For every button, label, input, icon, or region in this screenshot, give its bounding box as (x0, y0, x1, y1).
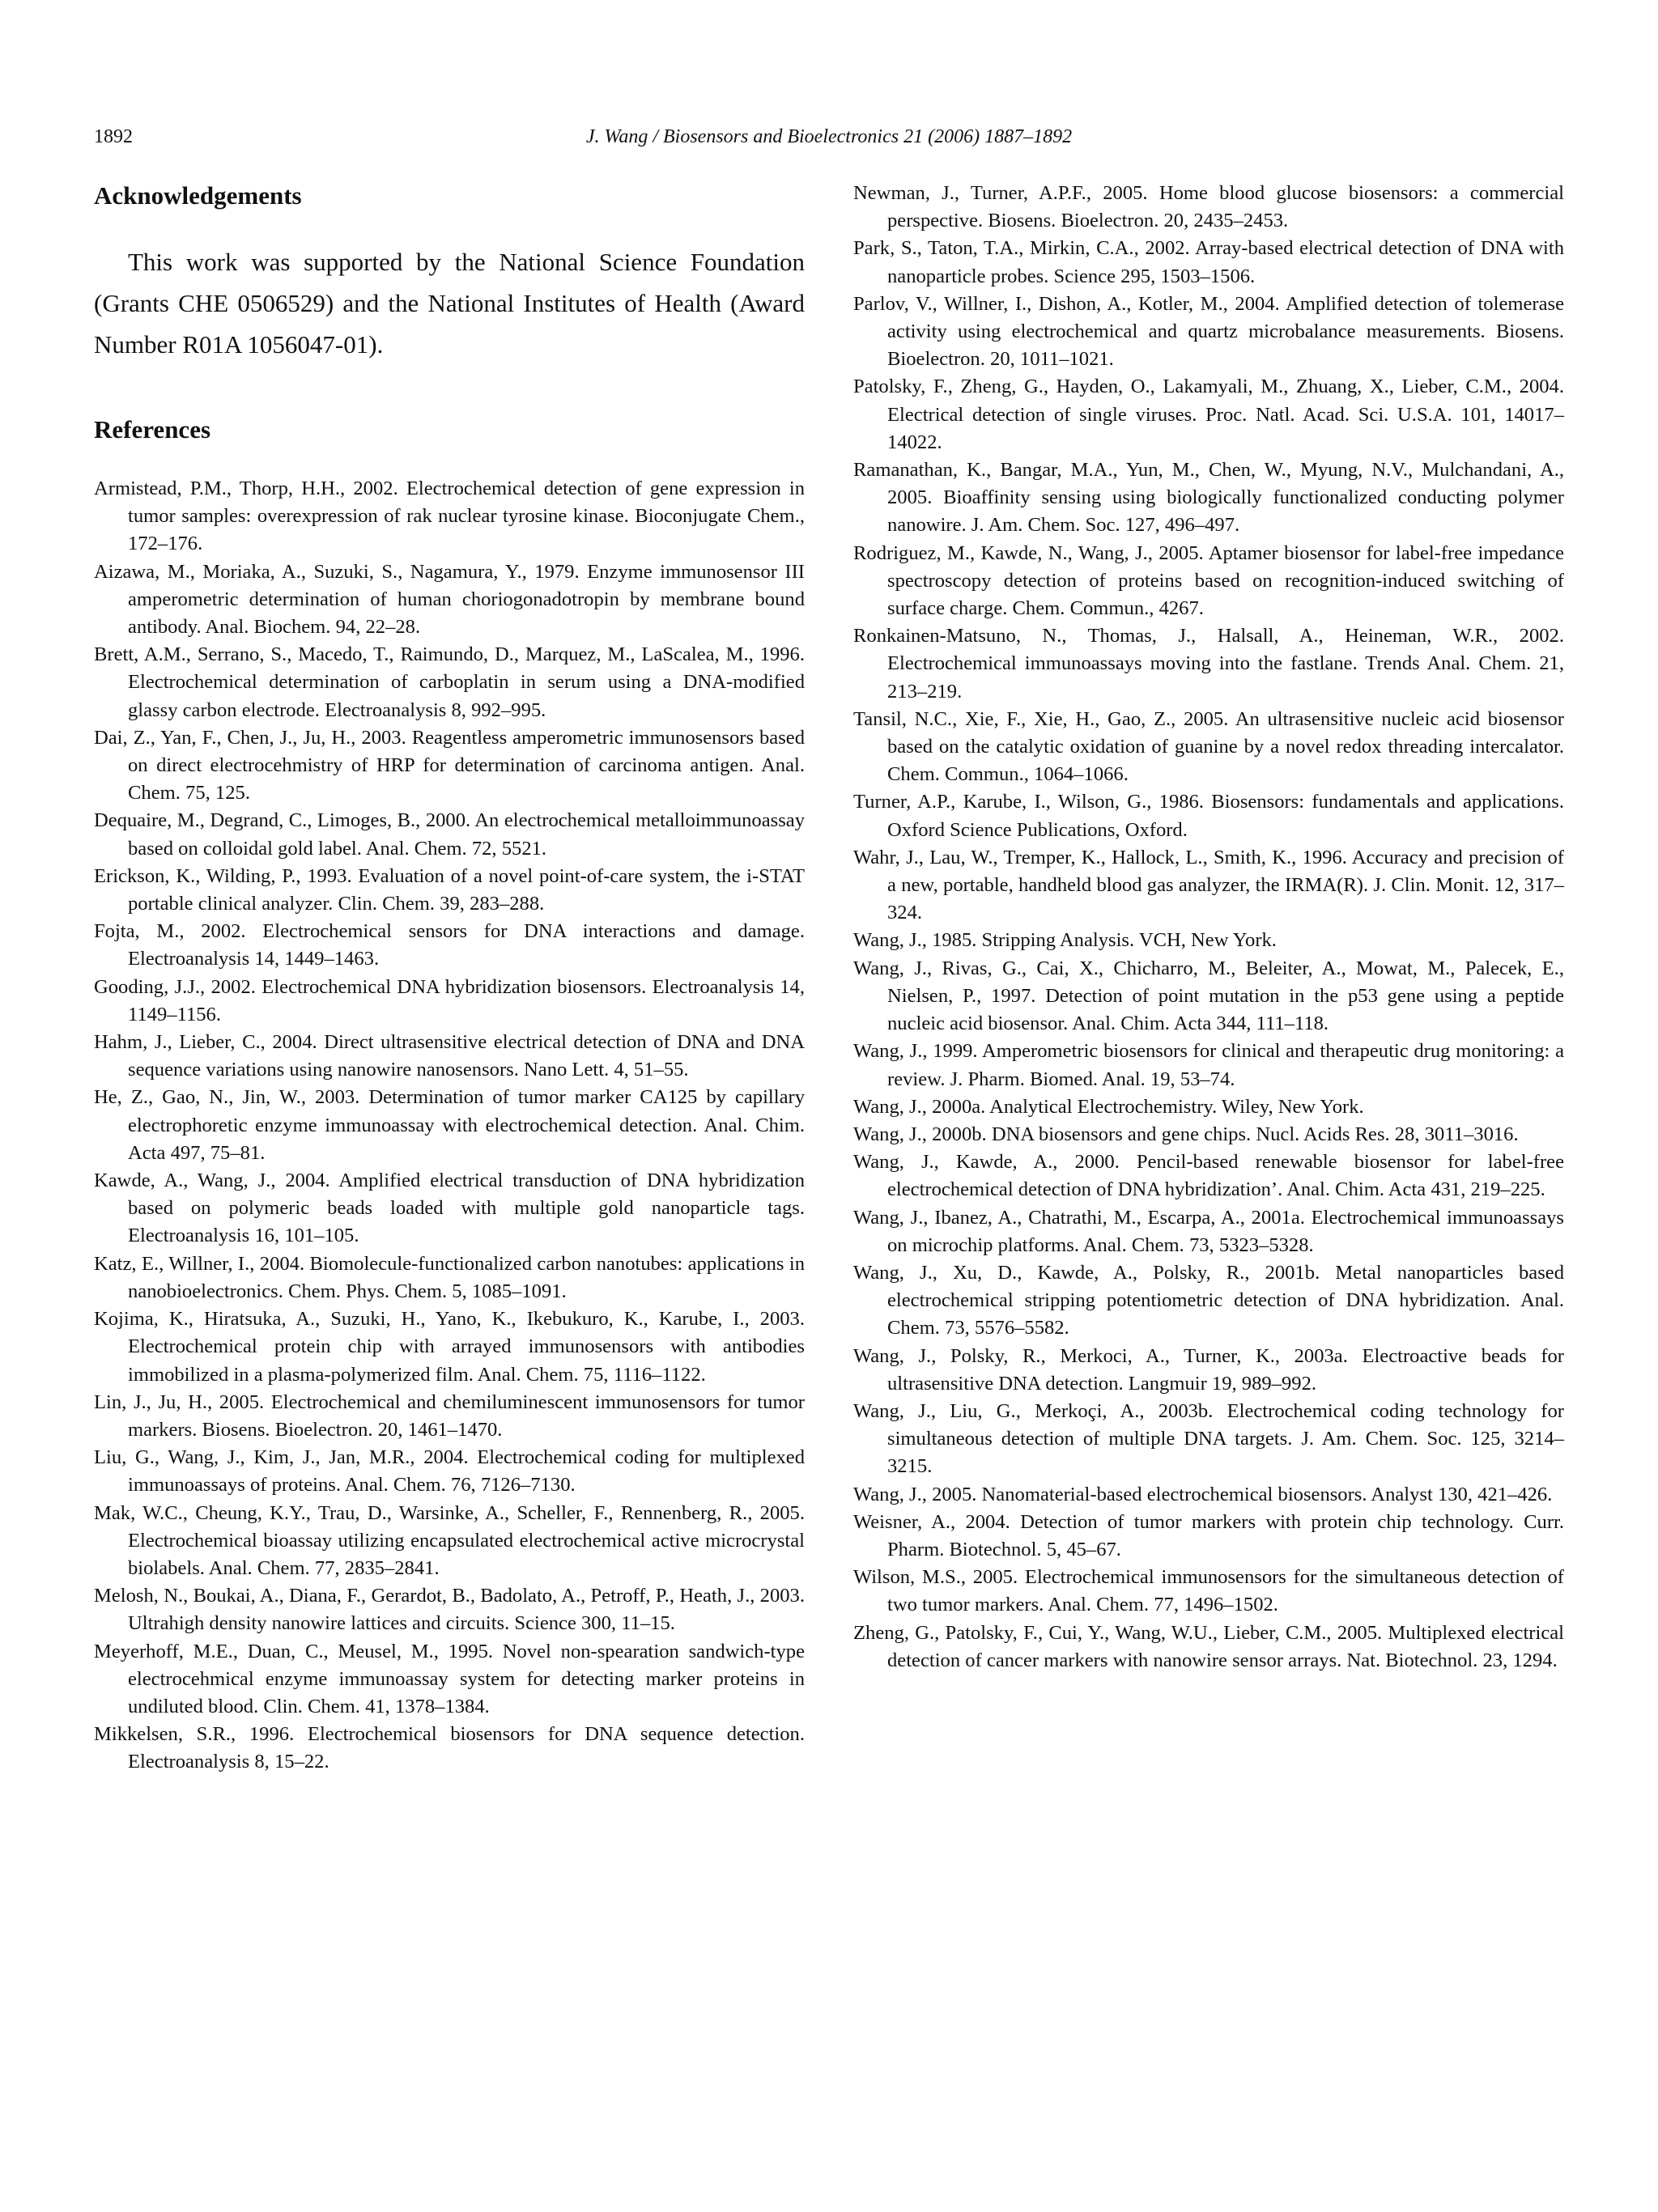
reference-item: Newman, J., Turner, A.P.F., 2005. Home blood glucose biosensors: a commercial perspective. Biosens. Bioelectron. 20, 2435–2453. (853, 182, 1564, 232)
references-heading: References (94, 415, 211, 444)
reference-item: Wang, J., Polsky, R., Merkoci, A., Turner, K., 2003a. Electroactive beads for ultrasensitive DNA detection. Langmuir 19, 989–992. (853, 1344, 1564, 1395)
reference-item: Mak, W.C., Cheung, K.Y., Trau, D., Warsinke, A., Scheller, F., Rennenberg, R., 2005. Electrochemical bioassay utilizing encapsulated electrochemical active microcrystal biolabels. Anal. Chem. 77, 2835–2841. (94, 1501, 805, 1579)
reference-item: Meyerhoff, M.E., Duan, C., Meusel, M., 1995. Novel non-spearation sandwich-type electrocehmical enzyme immunoassay system for detecting marker proteins in undiluted blood. Clin. Chem. 41, 1378–1384. (94, 1640, 805, 1717)
reference-item: Wang, J., 2005. Nanomaterial-based electrochemical biosensors. Analyst 130, 421–426. (853, 1483, 1553, 1505)
reference-item: Erickson, K., Wilding, P., 1993. Evaluation of a novel point-of-care system, the i-STAT portable clinical analyzer. Clin. Chem. 39, 283–288. (94, 864, 805, 915)
reference-item: Wang, J., Ibanez, A., Chatrathi, M., Escarpa, A., 2001a. Electrochemical immunoassays on microchip platforms. Anal. Chem. 73, 5323–5328. (853, 1206, 1564, 1256)
reference-item: Ronkainen-Matsuno, N., Thomas, J., Halsall, A., Heineman, W.R., 2002. Electrochemical immunoassays moving into the fastlane. Trends Anal. Chem. 21, 213–219. (853, 625, 1564, 703)
reference-item: Wilson, M.S., 2005. Electrochemical immunosensors for the simultaneous detection of two tumor markers. Anal. Chem. 77, 1496–1502. (853, 1566, 1564, 1616)
reference-list-left (94, 475, 805, 1777)
reference-item: Aizawa, M., Moriaka, A., Suzuki, S., Nagamura, Y., 1979. Enzyme immunosensor III amperometric determination of human choriogonadotropin by membrane bound antibody. Anal. Biochem. 94, 22–28. (94, 560, 805, 639)
reference-item: Lin, J., Ju, H., 2005. Electrochemical and chemiluminescent immunosensors for tumor markers. Biosens. Bioelectron. 20, 1461–1470. (94, 1390, 805, 1441)
reference-item: Patolsky, F., Zheng, G., Hayden, O., Lakamyali, M., Zhuang, X., Lieber, C.M., 2004. Electrical detection of single viruses. Proc. Natl. Acad. Sci. U.S.A. 101, 14017–14022. (853, 376, 1564, 453)
reference-item: Wang, J., 1999. Amperometric biosensors for clinical and therapeutic drug monitoring: a review. J. Pharm. Biomed. Anal. 19, 53–74. (853, 1040, 1564, 1090)
reference-item: Mikkelsen, S.R., 1996. Electrochemical biosensors for DNA sequence detection. Electroanalysis 8, 15–22. (94, 1723, 805, 1773)
reference-item: Weisner, A., 2004. Detection of tumor markers with protein chip technology. Curr. Pharm. Biotechnol. 5, 45–67. (853, 1510, 1564, 1560)
reference-item: Liu, G., Wang, J., Kim, J., Jan, M.R., 2004. Electrochemical coding for multiplexed immunoassays of proteins. Anal. Chem. 76, 7126–7130. (94, 1446, 805, 1497)
reference-item: Wang, J., Xu, D., Kawde, A., Polsky, R., 2001b. Metal nanoparticles based electrochemical stripping potentiometric detection of DNA hybridization. Anal. Chem. 73, 5576–5582. (853, 1261, 1564, 1340)
reference-list-right (853, 180, 1564, 1675)
reference-item: Wahr, J., Lau, W., Tremper, K., Hallock, L., Smith, K., 1996. Accuracy and precision of a new, portable, handheld blood gas analyzer, the IRMA(R). J. Clin. Monit. 12, 317–324. (853, 846, 1564, 924)
reference-item: Melosh, N., Boukai, A., Diana, F., Gerardot, B., Badolato, A., Petroff, P., Heath, J., 2003. Ultrahigh density nanowire lattices and circuits. Science 300, 11–15. (94, 1585, 805, 1635)
reference-item: Armistead, P.M., Thorp, H.H., 2002. Electrochemical detection of gene expression in tumor samples: overexpression of rak nuclear tyrosine kinase. Bioconjugate Chem., 172–176. (94, 478, 805, 555)
reference-item: Kawde, A., Wang, J., 2004. Amplified electrical transduction of DNA hybridization based on polymeric beads loaded with multiple gold nanoparticle tags. Electroanalysis 16, 101–105. (94, 1170, 805, 1247)
reference-item: Wang, J., Rivas, G., Cai, X., Chicharro, M., Beleiter, A., Mowat, M., Palecek, E., Nielsen, P., 1997. Detection of point mutation in the p53 gene using a peptide nucleic acid biosensor. Anal. Chim. Acta 344, 111–118. (853, 957, 1564, 1035)
acknowledgements-heading: Acknowledgements (94, 181, 302, 210)
reference-item: Wang, J., 1985. Stripping Analysis. VCH, New York. (853, 929, 1277, 952)
reference-item: Wang, J., Kawde, A., 2000. Pencil-based renewable biosensor for label-free electrochemical detection of DNA hybridization’. Anal. Chim. Acta 431, 219–225. (853, 1151, 1564, 1201)
reference-item: Katz, E., Willner, I., 2004. Biomolecule-functionalized carbon nanotubes: applications in nanobioelectronics. Chem. Phys. Chem. 5, 1085–1091. (94, 1252, 805, 1302)
reference-item: Brett, A.M., Serrano, S., Macedo, T., Raimundo, D., Marquez, M., LaScalea, M., 1996. Electrochemical determination of carboplatin in serum using a DNA-modified glassy carbon electrode. Electroanalysis 8, 992–995. (94, 643, 805, 721)
reference-item: Ramanathan, K., Bangar, M.A., Yun, M., Chen, W., Myung, N.V., Mulchandani, A., 2005. Bioaffinity sensing using biologically functionalized conducting polymer nanowire. J. Am. Chem. Soc. 127, 496–497. (853, 459, 1564, 537)
running-head (94, 126, 1564, 159)
reference-item: Dequaire, M., Degrand, C., Limoges, B., 2000. An electrochemical metalloimmunoassay based on colloidal gold label. Anal. Chem. 72, 5521. (94, 809, 805, 860)
reference-item: He, Z., Gao, N., Jin, W., 2003. Determination of tumor marker CA125 by capillary electrophoretic enzyme immunoassay with electrochemical detection. Anal. Chim. Acta 497, 75–81. (94, 1086, 805, 1164)
reference-item: Gooding, J.J., 2002. Electrochemical DNA hybridization biosensors. Electroanalysis 14, 1149–1156. (94, 975, 805, 1025)
reference-item: Park, S., Taton, T.A., Mirkin, C.A., 2002. Array-based electrical detection of DNA with nanoparticle probes. Science 295, 1503–1506. (853, 237, 1564, 287)
reference-item: Wang, J., 2000b. DNA biosensors and gene chips. Nucl. Acids Res. 28, 3011–3016. (853, 1123, 1519, 1145)
reference-item: Wang, J., 2000a. Analytical Electrochemistry. Wiley, New York. (853, 1095, 1364, 1118)
reference-item: Zheng, G., Patolsky, F., Cui, Y., Wang, W.U., Lieber, C.M., 2005. Multiplexed electrical detection of cancer markers with nanowire sensor arrays. Nat. Biotechnol. 23, 1294. (853, 1621, 1564, 1671)
reference-item: Parlov, V., Willner, I., Dishon, A., Kotler, M., 2004. Amplified detection of tolemerase activity using electrochemical and quartz microbalance measurements. Biosens. Bioelectron. 20, 1011–1021. (853, 292, 1564, 371)
reference-item: Rodriguez, M., Kawde, N., Wang, J., 2005. Aptamer biosensor for label-free impedance spectroscopy detection of proteins based on recognition-induced switching of surface charge. Chem. Commun., 4267. (853, 541, 1564, 620)
reference-item: Hahm, J., Lieber, C., 2004. Direct ultrasensitive electrical detection of DNA and DNA sequence variations using nanowire nanosensors. Nano Lett. 4, 51–55. (94, 1031, 805, 1081)
reference-item: Wang, J., Liu, G., Merkoçi, A., 2003b. Electrochemical coding technology for simultaneous detection of multiple DNA targets. J. Am. Chem. Soc. 125, 3214–3215. (853, 1399, 1564, 1478)
right-column (853, 180, 1564, 1675)
reference-item: Dai, Z., Yan, F., Chen, J., Ju, H., 2003. Reagentless amperometric immunosensors based on direct electrocehmistry of HRP for determination of carcinoma antigen. Anal. Chem. 75, 125. (94, 726, 805, 805)
journal-citation: J. Wang / Biosensors and Bioelectronics 21 (2006) 1887–1892 (585, 126, 1073, 147)
reference-item: Kojima, K., Hiratsuka, A., Suzuki, H., Yano, K., Ikebukuro, K., Karube, I., 2003. Electrochemical protein chip with arrayed immunosensors with antibodies immobilized in a plasma-polymerized film. Anal. Chem. 75, 1116–1122. (94, 1308, 805, 1386)
reference-item: Tansil, N.C., Xie, F., Xie, H., Gao, Z., 2005. An ultrasensitive nucleic acid biosensor based on the catalytic oxidation of guanine by a novel redox threading intercalator. Chem. Commun., 1064–1066. (853, 707, 1564, 786)
reference-item: Turner, A.P., Karube, I., Wilson, G., 1986. Biosensors: fundamentals and applications. Oxford Science Publications, Oxford. (853, 791, 1564, 841)
page-number: 1892 (94, 126, 133, 147)
left-column (94, 180, 805, 1777)
reference-item: Fojta, M., 2002. Electrochemical sensors for DNA interactions and damage. Electroanalysis 14, 1449–1463. (94, 920, 805, 970)
acknowledgements-text: This work was supported by the National Science Foundation (Grants CHE 0506529) and the National Institutes of Health (Award Number R01A 1056047-01). (94, 248, 805, 359)
